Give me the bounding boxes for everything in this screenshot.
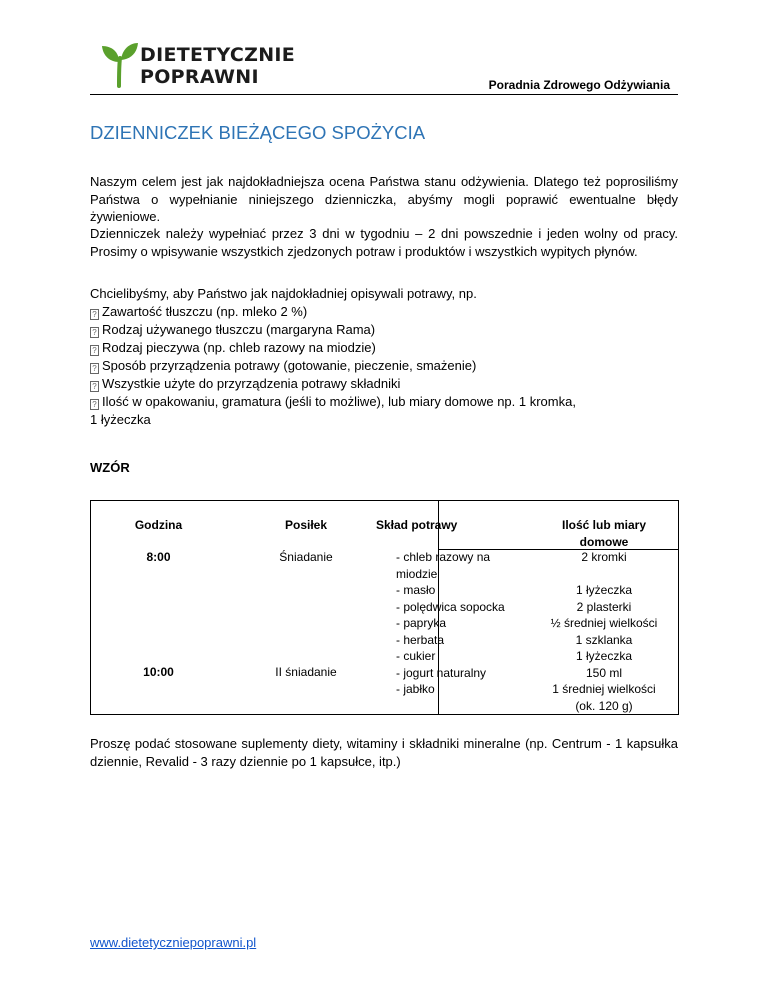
logo-line-2: POPRAWNI	[140, 66, 259, 88]
page-title: DZIENNICZEK BIEŻĄCEGO SPOŻYCIA	[90, 122, 426, 143]
example-heading: WZÓR	[90, 460, 130, 475]
missing-glyph-icon: ?	[90, 381, 99, 392]
leaf-sprout-icon	[100, 38, 140, 88]
list-item-continuation: 1 łyżeczka	[90, 412, 151, 427]
header-amount: Ilość lub miary domowe	[561, 518, 647, 549]
row-meal: II śniadanie	[275, 665, 337, 679]
list-item: ? Wszystkie użyte do przyrządzenia potrawy składniki	[90, 375, 678, 393]
row-amounts: 2 kromki 1 łyżeczka 2 plasterki ½ średniej wielkości 1 szklanka 1 łyżeczka 150 ml 1 średniej wielkości (ok. 120 g)	[550, 550, 658, 713]
row-time: 8:00	[146, 550, 171, 564]
website-link[interactable]: www.dietetyczniepoprawni.pl	[90, 935, 257, 950]
logo-line-1: DIETETYCZNIE	[140, 44, 296, 66]
header-composition: Skład potrawy	[376, 518, 458, 532]
intro-text: Chcielibyśmy, aby Państwo jak najdokładniej opisywali potrawy, np.	[90, 286, 477, 301]
list-item: ? Ilość w opakowaniu, gramatura (jeśli to możliwe), lub miary domowe np. 1 kromka,	[90, 393, 678, 411]
row-items: - chleb razowy na miodzie - masło - polędwica sopocka - papryka - herbata - cukier - jogurt naturalny - jabłko	[396, 550, 505, 696]
supplements-note: Proszę podać stosowane suplementy diety, witaminy i składniki mineralne (np. Centrum - 1 kapsułka dziennie, Revalid - 3 razy dziennie po 1 kapsułce, itp.)	[90, 736, 678, 769]
list-item: ? Zawartość tłuszczu (np. mleko 2 %)	[90, 303, 678, 321]
header-divider	[90, 94, 678, 95]
missing-glyph-icon: ?	[90, 363, 99, 374]
missing-glyph-icon: ?	[90, 327, 99, 338]
header-meal: Posiłek	[284, 518, 328, 532]
paragraph-instructions: Dzienniczek należy wypełniać przez 3 dni w tygodniu – 2 dni powszednie i jeden wolny od pracy. Prosimy o wpisywanie wszystkich zjedzonych potraw i produktów i wszystkich wypitych płynów.	[90, 226, 678, 259]
example-table	[90, 500, 679, 715]
list-item: ? Rodzaj pieczywa (np. chleb razowy na miodzie)	[90, 339, 678, 357]
description-tips-list	[90, 303, 678, 429]
paragraph-goal: Naszym celem jest jak najdokładniejsza ocena Państwa stanu odżywienia. Dlatego też poprosiliśmy Państwa o wypełnianie niniejszego dzienniczka, abyśmy mogli poprawić ewentualne błędy żywieniowe.	[90, 174, 678, 224]
list-item: ? Sposób przyrządzenia potrawy (gotowanie, pieczenie, smażenie)	[90, 357, 678, 375]
missing-glyph-icon: ?	[90, 309, 99, 320]
brand-logo	[100, 38, 310, 88]
clinic-name: Poradnia Zdrowego Odżywiania	[488, 78, 670, 92]
missing-glyph-icon: ?	[90, 399, 99, 410]
list-item: ? Rodzaj używanego tłuszczu (margaryna Rama)	[90, 321, 678, 339]
missing-glyph-icon: ?	[90, 345, 99, 356]
row-meal: Śniadanie	[279, 550, 333, 564]
header-time: Godzina	[134, 518, 183, 532]
row-time: 10:00	[143, 665, 174, 679]
